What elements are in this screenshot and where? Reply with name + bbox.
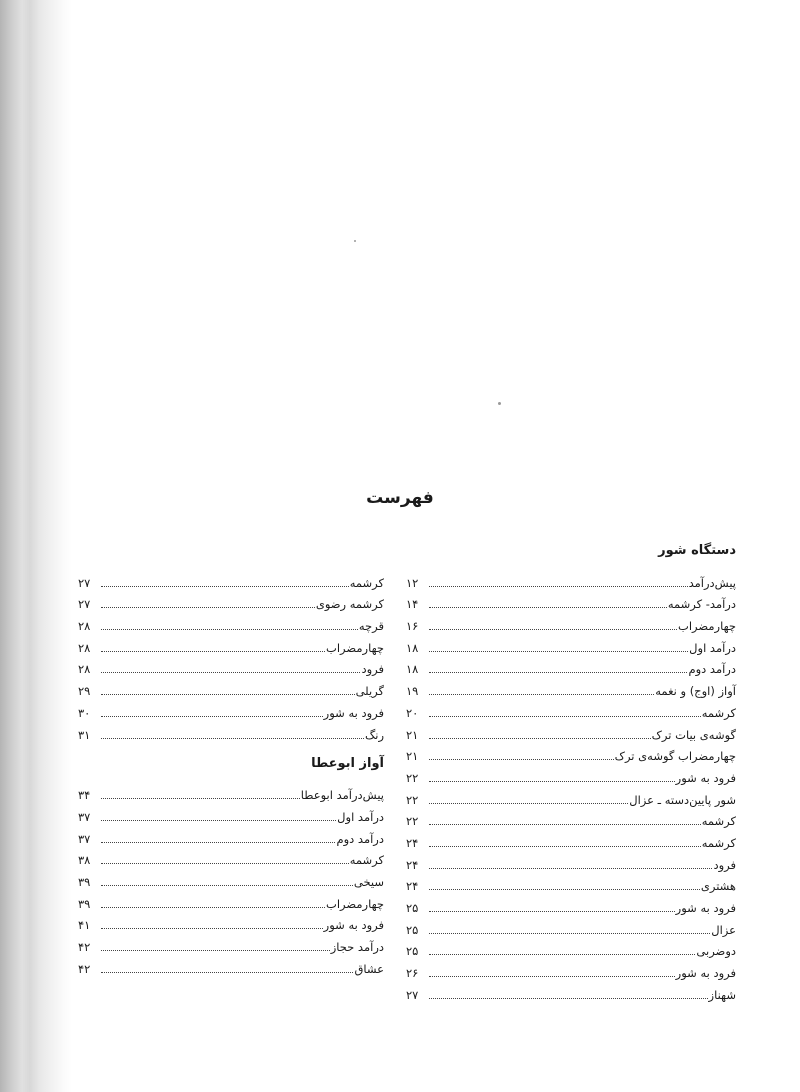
dot-leader [101, 820, 336, 821]
dot-leader [429, 868, 712, 869]
toc-entry [406, 655, 736, 677]
toc-entry-title: فرود [361, 662, 384, 677]
toc-entry-page-number: ۳۹ [78, 874, 91, 889]
toc-entry-title: درآمد دوم [336, 831, 384, 846]
toc-entry [78, 846, 384, 868]
dot-leader [101, 798, 300, 799]
toc-entry-title: چهارمضراب گوشه‌ی ترک [614, 749, 736, 764]
toc-entry [406, 742, 736, 764]
toc-entry-title: کرشمه [701, 705, 736, 720]
dot-leader [101, 928, 323, 929]
section-heading-dastgah-shur: دستگاه شور [658, 543, 736, 558]
toc-entry [406, 763, 736, 785]
toc-entry-title: فرود به شور [675, 901, 736, 915]
dot-leader [101, 885, 353, 886]
toc-entry [406, 958, 736, 980]
dot-leader [429, 694, 654, 695]
toc-entry-title: فرود به شور [675, 770, 736, 785]
toc-entry-title: چهارمضراب [326, 640, 384, 655]
toc-entry-page-number: ۲۴ [406, 857, 419, 872]
toc-entry [78, 889, 384, 911]
toc-entry [78, 824, 384, 846]
dot-leader [429, 586, 688, 587]
toc-entry-title: کرشمه [701, 814, 736, 829]
section-heading-avaz-abuata: آواز ابوعطا [311, 755, 384, 771]
dot-leader [101, 738, 364, 739]
toc-entry [406, 872, 736, 894]
toc-entry-page-number: ۲۸ [78, 662, 91, 677]
toc-entry [78, 802, 384, 824]
dot-leader [429, 911, 675, 912]
toc-entry-page-number: ۳۰ [78, 705, 91, 720]
toc-entry-page-number: ۲۴ [406, 835, 419, 850]
toc-entry [78, 698, 384, 720]
toc-entry-title: کرشمه [349, 853, 384, 868]
toc-entry-title: گوشه‌ی بیات ترک [651, 727, 736, 742]
dot-leader [429, 607, 667, 608]
toc-entry-page-number: ۱۲ [406, 575, 419, 590]
dot-leader [101, 842, 335, 843]
toc-column-left [78, 568, 384, 976]
dot-leader [429, 716, 701, 717]
toc-entry-page-number: ۲۸ [78, 619, 91, 634]
toc-entry-title: قرچه [358, 619, 384, 634]
dot-leader [101, 716, 323, 717]
toc-entry [406, 850, 736, 872]
toc-entry-title: پیش‌درآمد [688, 575, 736, 590]
toc-entry [78, 932, 384, 954]
toc-entry-title: پیش‌درآمد ابوعطا [300, 788, 384, 803]
dot-leader [429, 629, 677, 630]
toc-entry-page-number: ۲۷ [78, 597, 91, 612]
dot-leader [429, 998, 708, 999]
toc-entry-page-number: ۴۲ [78, 961, 91, 976]
toc-entry [406, 590, 736, 612]
toc-entry-title: فرود [713, 857, 736, 872]
toc-entry-page-number: ۱۹ [406, 684, 419, 699]
dot-leader [429, 781, 675, 782]
toc-entry-title: درآمد- کرشمه [667, 597, 736, 612]
dot-leader [101, 672, 360, 673]
toc-entry-page-number: ۳۴ [78, 788, 91, 803]
toc-entry [78, 568, 384, 590]
toc-entry [406, 611, 736, 633]
scan-shadow-edge [0, 0, 72, 1092]
toc-entry [78, 611, 384, 633]
toc-entry-title: دوضربی [696, 944, 736, 959]
toc-entry-page-number: ۲۵ [406, 901, 419, 915]
toc-entry-page-number: ۲۷ [406, 987, 419, 1002]
toc-entry-title: شهناز [708, 987, 736, 1002]
dot-leader [101, 907, 325, 908]
toc-entry-page-number: ۲۶ [406, 966, 419, 981]
toc-entry [406, 937, 736, 959]
toc-entry [78, 720, 384, 742]
toc-entry-page-number: ۳۹ [78, 896, 91, 911]
toc-entry-title: کرشمه [349, 575, 384, 590]
toc-entry [78, 590, 384, 612]
toc-entry [406, 698, 736, 720]
toc-entry-title: شور پایین‌دسته ـ عزال [629, 792, 736, 807]
toc-entry-page-number: ۲۸ [78, 640, 91, 655]
toc-entry-title: کرشمه رضوی [315, 597, 384, 612]
dot-leader [429, 976, 675, 977]
toc-entry-title: گریلی [355, 684, 384, 699]
toc-entry-page-number: ۱۸ [406, 640, 419, 655]
dot-leader [429, 803, 628, 804]
dot-leader [429, 954, 695, 955]
toc-entry-title: فرود به شور [323, 705, 384, 720]
toc-entry-title: فرود به شور [323, 918, 384, 933]
toc-entry [406, 785, 736, 807]
toc-entry [406, 893, 736, 915]
toc-entry [406, 720, 736, 742]
dot-leader [101, 950, 330, 951]
scan-speck [354, 240, 356, 242]
toc-column-right [406, 541, 736, 1002]
toc-entry-page-number: ۲۰ [406, 705, 419, 720]
toc-entry-title: درآمد اول [337, 809, 384, 824]
toc-list-avaz-abuata [78, 781, 384, 976]
toc-entry-title: کرشمه [701, 835, 736, 850]
toc-entry [78, 954, 384, 976]
toc-entry [406, 807, 736, 829]
toc-entry-page-number: ۲۲ [406, 792, 419, 807]
toc-entry-title: درآمد حجاز [330, 940, 384, 954]
page-title: فهرست [366, 488, 434, 508]
toc-list-shur-continued [78, 568, 384, 742]
toc-entry-page-number: ۱۴ [406, 597, 419, 612]
dot-leader [101, 651, 325, 652]
dot-leader [429, 933, 710, 934]
toc-entry-page-number: ۲۷ [78, 575, 91, 590]
toc-entry [406, 568, 736, 590]
toc-entry [78, 911, 384, 933]
toc-entry [406, 980, 736, 1002]
toc-entry-page-number: ۳۱ [78, 727, 91, 742]
toc-entry-page-number: ۱۶ [406, 619, 419, 634]
toc-entry-title: عزال [711, 922, 736, 937]
toc-entry-page-number: ۳۷ [78, 831, 91, 846]
dot-leader [101, 972, 353, 973]
toc-entry [78, 867, 384, 889]
toc-entry [406, 676, 736, 698]
toc-entry-title: سیخی [353, 874, 384, 889]
toc-entry [406, 915, 736, 937]
toc-entry [78, 781, 384, 803]
toc-entry [406, 828, 736, 850]
dot-leader [101, 607, 315, 608]
toc-entry-page-number: ۲۹ [78, 684, 91, 699]
toc-entry-page-number: ۲۵ [406, 922, 419, 937]
toc-entry-page-number: ۳۷ [78, 809, 91, 824]
toc-entry-page-number: ۱۸ [406, 662, 419, 677]
dot-leader [101, 863, 349, 864]
toc-entry [406, 633, 736, 655]
toc-list-dastgah-shur [406, 568, 736, 1002]
toc-entry-title: فرود به شور [675, 966, 736, 981]
dot-leader [429, 759, 614, 760]
dot-leader [101, 629, 358, 630]
toc-entry-page-number: ۳۸ [78, 853, 91, 868]
toc-entry [78, 676, 384, 698]
dot-leader [429, 824, 701, 825]
toc-entry-title: هشتری [700, 879, 736, 894]
toc-entry-page-number: ۲۵ [406, 944, 419, 959]
toc-entry [78, 655, 384, 677]
toc-entry-page-number: ۴۲ [78, 940, 91, 954]
dot-leader [101, 586, 349, 587]
dot-leader [101, 694, 355, 695]
toc-entry-page-number: ۲۲ [406, 770, 419, 785]
toc-entry [78, 633, 384, 655]
scan-speck [498, 402, 501, 405]
toc-entry-title: رنگ [364, 727, 384, 742]
dot-leader [429, 672, 687, 673]
dot-leader [429, 846, 701, 847]
toc-entry-page-number: ۲۴ [406, 879, 419, 894]
dot-leader [429, 889, 700, 890]
dot-leader [429, 738, 651, 739]
toc-entry-title: عشاق [354, 961, 384, 976]
toc-entry-page-number: ۲۱ [406, 727, 419, 742]
toc-entry-title: چهارمضراب [326, 896, 384, 911]
toc-entry-page-number: ۴۱ [78, 918, 91, 933]
toc-entry-title: آواز (اوج) و نغمه [655, 684, 736, 699]
toc-entry-title: چهارمضراب [678, 619, 736, 634]
toc-entry-title: درآمد دوم [688, 662, 736, 677]
toc-entry-page-number: ۲۲ [406, 814, 419, 829]
toc-entry-page-number: ۲۱ [406, 749, 419, 764]
dot-leader [429, 651, 688, 652]
toc-entry-title: درآمد اول [689, 640, 736, 655]
